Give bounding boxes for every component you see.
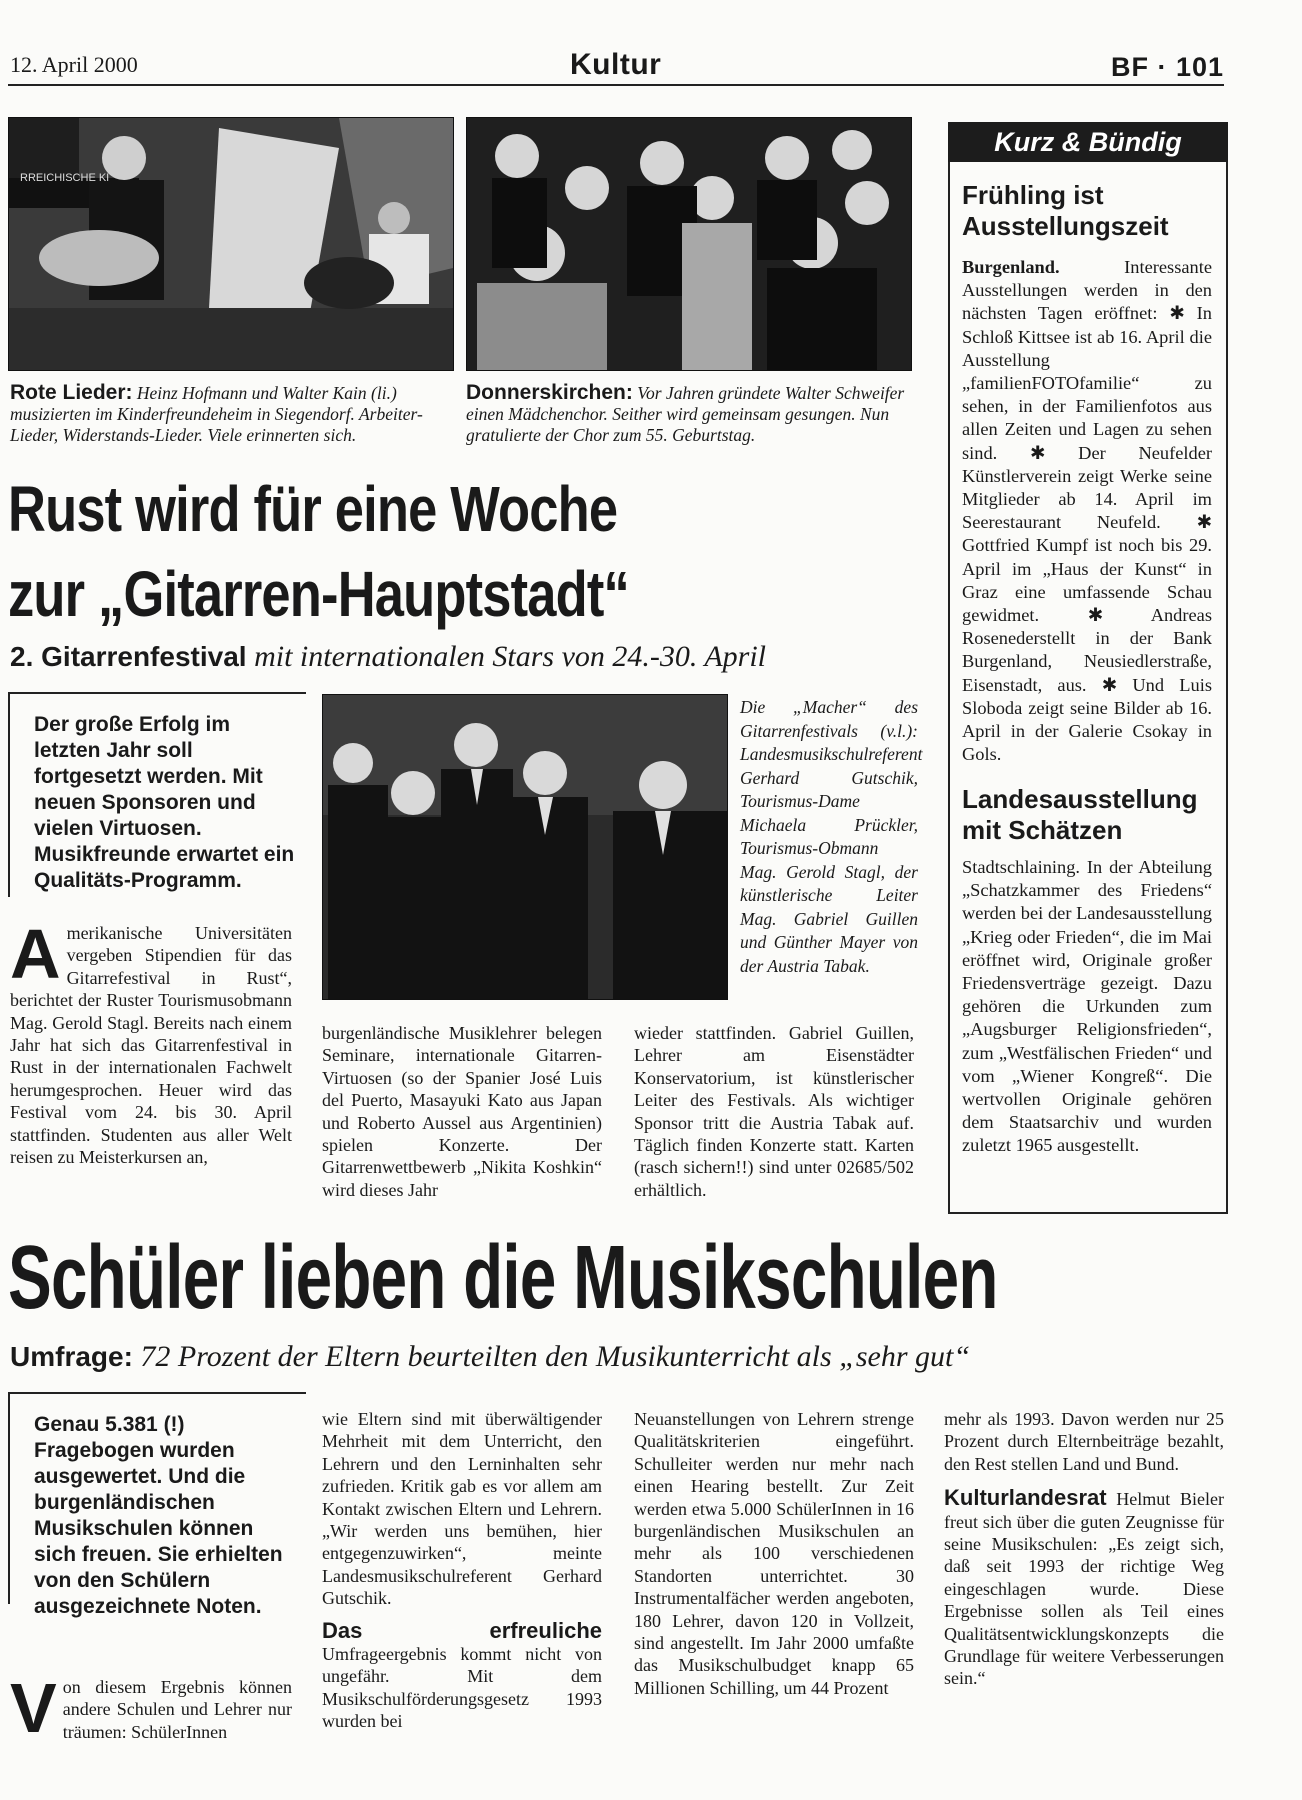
article2-sub-kicker: Umfrage:: [10, 1341, 133, 1372]
article1-sub-kicker: 2. Gitarrenfestival: [10, 641, 247, 672]
article1-dropcap: A: [10, 915, 61, 993]
article2-headline: Schüler lieben die Musikschulen: [8, 1228, 998, 1328]
sidebar-text-spring: [962, 256, 1212, 766]
sidebar-banner: Kurz & Bündig: [948, 122, 1228, 162]
photo-festival-organizers: [322, 694, 728, 1000]
article2-col2-para2: [322, 1617, 602, 1733]
article1-body-col2: burgenländische Musiklehrer belegen Seminare, internationale Gitarren-Virtuosen (so der Spanier José Luis del Puerto, Masayuki Kato aus Japan und Roberto Aussel aus Argentinien) spielen Konzerte. Der Gitarrenwettbewerb „Nikita Koshkin“ wird dieses Jahr: [322, 1023, 602, 1200]
article2-dropcap: V: [10, 1669, 57, 1747]
article1-lead: Der große Erfolg im letzten Jahr soll fortgesetzt werden. Mit neuen Sponsoren und vielen Virtuosen. Musikfreunde erwartet ein Qualitäts-Programm.: [34, 713, 295, 892]
article1-photo-caption: Die „Macher“ des Gitarrenfestivals (v.l.): Landesmusikschulreferent Gerhard Gutschik, Tourismus-Dame Michaela Prückler, Tourismus-Obmann Mag. Gerold Stagl, der künstlerische Leiter Mag. Gabriel Guillen und Günther Mayer von der Austria Tabak.: [740, 697, 923, 976]
article2-col4-para1: mehr als 1993. Davon werden nur 25 Prozent durch Elternbeiträge bezahlt, den Rest stellen Land und Bund.: [944, 1409, 1224, 1474]
photo1-banner-text: RREICHISCHE KI: [20, 172, 110, 184]
article2-body-col1: [10, 1669, 292, 1747]
article1-col1-text: merikanische Universitäten vergeben Stipendien für das Gitarrefestival in Rust“, berichtet der Ruster Tourismusobmann Mag. Gerold Stagl. Bereits nach einem Jahr hat sich das Gitarrenfestival in Rust in der internationalen Fachwelt herumgesprochen. Heuer wird das Festival vom 24. bis 30. April stattfinden. Studenten aus aller Welt reisen zu Meisterkursen an,: [10, 923, 292, 1168]
article2-body-col4: [944, 1408, 1224, 1690]
sidebar-text1-kicker: Burgenland.: [962, 257, 1060, 277]
article2-subheadline: [10, 1340, 970, 1374]
photo-donnerskirchen: [466, 117, 912, 371]
article2-col4-text: Helmut Bieler freut sich über die guten Zeugnisse für seine Musikschulen: „Es zeigt sich, daß seit 1993 der richtige Weg eingeschlagen wurde. Diese Ergebnisse sollen als Teil eines Qualitätsentwicklungskonzepts die Grundlage für weitere Verbesserungen sein.“: [944, 1489, 1224, 1689]
photo2-caption: [466, 382, 916, 446]
article2-body-col3: Neuanstellungen von Lehrern strenge Qualitätskriterien eingeführt. Schulleiter werden nur mehr nach einen Hearing bestellt. Zur Zeit werden etwa 5.000 SchülerInnen in 16 burgenländischen Musikschulen an mehr als 100 verschiedenen Standorten unterrichtet. 30 Instrumentalfächer werden angeboten, 180 Lehrer, davon 120 in Vollzeit, sind angestellt. Im Jahr 2000 umfaßte das Musikschulbudget knapp 65 Millionen Schilling, um 44 Prozent: [634, 1409, 914, 1698]
section-title: Kultur: [570, 48, 662, 81]
article2-body-col2: [322, 1408, 602, 1733]
sidebar-text1-body: Interessante Ausstellungen werden in den nächsten Tagen eröffnet: ✱ In Schloß Kittsee ist ab 16. April die Ausstellung „familienFOTOfamilie“ zu sehen, in der Familienfotos aus allen Zeiten und Lagen zu sehen sind. ✱ Der Neufelder Künstlerverein zeigt Werke seine Mitglieder ab 14. April im Seerestaurant Neufeld. ✱ Gottfried Kumpf ist noch bis 29. April im „Haus der Kunst“ in Graz eine umfassende Schau gewidmet. ✱ Andreas Rosenederstellt in der Bank Burgenland, Neusiedlerstraße, Eisenstadt, aus. ✱ Und Luis Sloboda zeigt seine Bilder ab 16. April in der Galerie Csokay in Gols.: [962, 257, 1212, 765]
article2-col1-text: on diesem Ergebnis können andere Schulen und Lehrer nur träumen: SchülerInnen: [62, 1677, 292, 1742]
issue-date: 12. April 2000: [10, 52, 138, 77]
article2-col2-para1: wie Eltern sind mit überwältigender Mehrheit mit dem Unterricht, den Lehrern und den Lerninhalten sehr zufrieden. Kritik gab es vor allem am Kontakt zwischen Eltern und Lehrern. „Wir werden uns bemühen, hier entgegenzuwirken“, meinte Landesmusikschulreferent Gerhard Gutschik.: [322, 1409, 602, 1609]
photo1-caption-text: Heinz Hofmann und Walter Kain (li.) musizierten im Kinderfreundeheim in Siegendorf. Arbeiter-Lieder, Widerstands-Lieder. Viele erinnerten sich.: [10, 383, 423, 445]
article1-sub-text: mit internationalen Stars von 24.-30. April: [246, 640, 766, 673]
photo2-caption-kicker: Donnerskirchen:: [466, 381, 633, 404]
page-number: BF · 101: [1110, 52, 1224, 82]
article1-body-col1: [10, 915, 292, 1168]
article1-body-col3: wieder stattfinden. Gabriel Guillen, Lehrer am Eisenstädter Konservatorium, ist künstlerischer Leiter des Festivals. Als wichtiger Sponsor tritt die Austria Tabak auf. Täglich finden Konzerte statt. Karten (rasch sichern!!) sind unter 02685/502 erhältlich.: [634, 1023, 914, 1200]
photo-rote-lieder: [8, 117, 454, 371]
photo1-caption: [10, 382, 454, 446]
article2-col2-kicker: Das erfreuliche: [322, 1617, 602, 1643]
photo1-caption-kicker: Rote Lieder:: [10, 381, 133, 404]
sidebar-title-spring: Frühling ist Ausstellungszeit: [962, 180, 1169, 241]
article2-col4-para2: [944, 1487, 1224, 1690]
article1-headline-line2: zur „Gitarren-Hauptstadt“: [8, 558, 629, 630]
article1-subheadline: [10, 640, 766, 674]
article2-col4-kicker: Kulturlandesrat: [944, 1485, 1107, 1511]
article1-headline-line1: Rust wird für eine Woche: [8, 473, 618, 545]
article2-sub-text: 72 Prozent der Eltern beurteilten den Musikunterricht als „sehr gut“: [132, 1340, 971, 1373]
photo2-caption-text: Vor Jahren gründete Walter Schweifer einen Mädchenchor. Seither wird gemeinsam gesungen. Nun gratulierte der Chor zum 55. Geburtstag.: [466, 383, 905, 445]
sidebar-text-exhibition: Stadtschlaining. In der Abteilung „Schatzkammer des Friedens“ werden bei der Landesausstellung „Krieg oder Frieden“, die im Mai eröffnet wird, Originale großer Friedensverträge gezeigt. Dazu gehören die Urkunden zum „Augsburger Religionsfrieden“, zum „Westfälischen Frieden“ und vom „Wiener Kongreß“. Die wertvollen Originale gehören dem Staatsarchiv und wurden zuletzt 1965 ausgestellt.: [962, 857, 1212, 1156]
article2-lead: Genau 5.381 (!) Fragebogen wurden ausgewertet. Und die burgenländischen Musikschulen können sich freuen. Sie erhielten von den Schülern ausgezeichnete Noten.: [34, 1413, 283, 1618]
sidebar-title-exhibition: Landesausstellung mit Schätzen: [962, 784, 1198, 845]
header-rule: [8, 84, 1224, 86]
article2-col2-text: Umfrageergebnis kommt nicht von ungefähr. Mit dem Musikschulförderungsgesetz 1993 wurden bei: [322, 1644, 602, 1732]
